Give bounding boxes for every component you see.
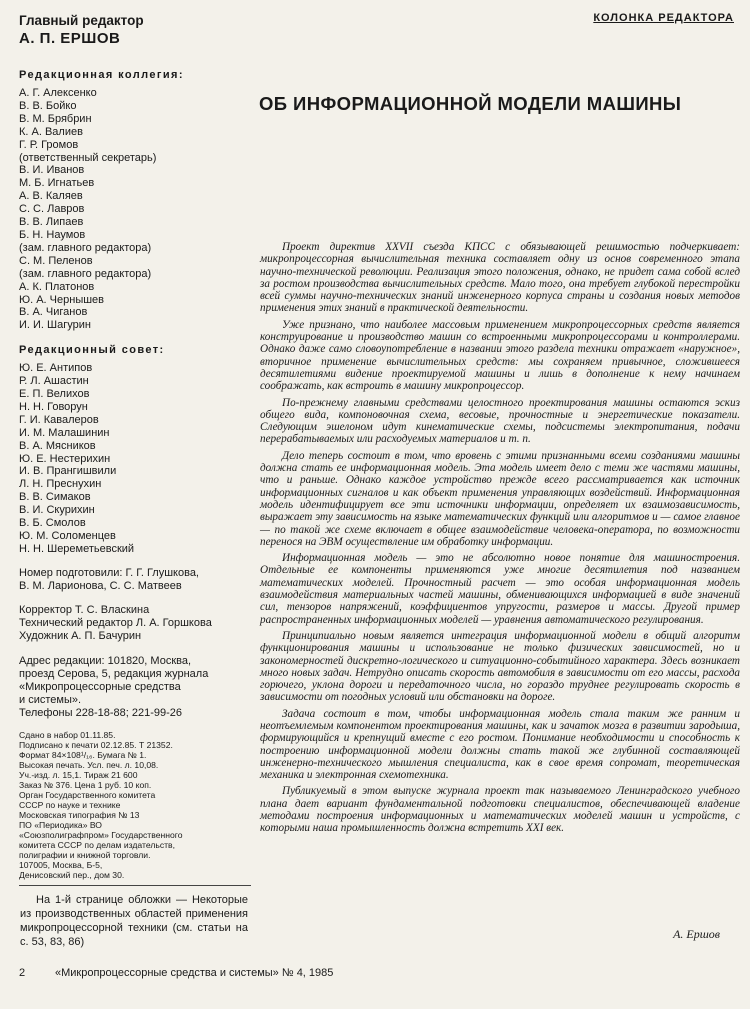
board-member: (зам. главного редактора) — [19, 267, 152, 280]
imprint-line: СССР по науке и технике — [19, 799, 121, 810]
board-member: В. В. Липаев — [19, 216, 84, 229]
article-paragraph: Проект директив XXVII съезда КПСС с обязывающей решимостью подчеркивает: микропроцессорная вычислительная техника составляет одну из основ современного этапа научно-технической революции. Реализация этого положения, однако, не придет сама собой вслед за ростом производства вычислительных средств. Мало того, она требует глубокой перестройки всей суммы научно-технических знаний инженерного корпуса страны и создания новых методов применения этих знаний в практической деятельности. — [260, 241, 740, 315]
journal-info: «Микропроцессорные средства и системы» № 4, 1985 — [55, 967, 334, 979]
board-member: Г. Р. Громов — [19, 138, 79, 151]
council-member: В. В. Симаков — [19, 491, 91, 504]
board-member: (ответственный секретарь) — [19, 151, 157, 164]
council-member: Н. Н. Шереметьевский — [19, 542, 135, 555]
cover-note: На 1-й странице обложки — Некоторые из производственных областей применения микропроцессорной техники (см. статьи на с. 53, 83, 86) — [20, 894, 248, 948]
council-member: Р. Л. Ашастин — [19, 375, 89, 388]
council-member: Ю. М. Соломенцев — [19, 530, 116, 542]
imprint-line: Сдано в набор 01.11.85. — [19, 729, 116, 740]
prepared-by-line: В. М. Ларионова, С. С. Матвеев — [19, 579, 182, 592]
council-member: Г. И. Кавалеров — [19, 413, 99, 426]
board-member: А. Г. Алексенко — [19, 87, 97, 99]
article-body — [260, 241, 740, 839]
board-title: Редакционная коллегия: — [19, 69, 184, 81]
council-member: В. И. Скурихин — [19, 504, 95, 517]
imprint-line: ПО «Периодика» ВО — [19, 819, 102, 830]
board-member: (зам. главного редактора) — [19, 241, 152, 254]
council-member: Ю. Е. Антипов — [19, 362, 93, 375]
imprint-line: Высокая печать. Усл. печ. л. 10,08. — [19, 759, 159, 770]
council-title: Редакционный совет: — [19, 344, 165, 357]
imprint-line: Подписано к печати 02.12.85. Т 21352. — [19, 739, 173, 750]
imprint-line: Уч.-изд. л. 15,1. Тираж 21 600 — [19, 769, 138, 780]
board-member: С. С. Лавров — [19, 203, 85, 216]
board-member: А. В. Каляев — [19, 190, 83, 203]
board-member: В. В. Бойко — [19, 99, 77, 112]
council-member: Н. Н. Говорун — [19, 400, 88, 413]
council-member: В. Б. Смолов — [19, 517, 86, 530]
imprint-line: 107005, Москва, Б-5, — [19, 859, 103, 870]
article-paragraph: По-прежнему главными средствами целостного проектирования машины остаются эскиз общего вида, компоновочная схема, весовые, прочностные и энергетические показатели. Следующим эшелоном идут кинематические схемы, подсистемы электропитания, подачи перерабатываемых или расходуемых материалов и т. п. — [260, 396, 740, 446]
prepared-by — [19, 567, 251, 593]
board-member: И. И. Шагурин — [19, 319, 91, 332]
board-member: С. М. Пеленов — [19, 254, 93, 267]
staff-line: Художник А. П. Бачурин — [19, 629, 142, 642]
address-line: и системы». — [19, 693, 82, 706]
article-paragraph: Информационная модель — это не абсолютно новое понятие для машиностроения. Отдельные ее компоненты применяются уже многие десятилетия под названием математических моделей. Прочностный расчет — это особая информационная модель взаимодействия материальных частей машины, обменивающихся информацией в виде значений сил, тензоров напряжений, коэффициентов упругости, размеров и массы. Другой пример распространенных информационных моделей — уравнения автоматического регулирования. — [260, 552, 740, 626]
staff-line: Технический редактор Л. А. Горшкова — [19, 616, 212, 629]
masthead — [19, 12, 251, 880]
address-line: Телефоны 228-18-88; 221-99-26 — [19, 706, 183, 719]
council-member: Л. Н. Преснухин — [19, 478, 102, 491]
article-paragraph: Принципиально новым является интеграция информационной модели в общий алгоритм функционирования машины и использование не только физических зависимостей, но и закономерностей дискретно-логического и ситуационно-событийного характера. Здесь возникает много новых задач. Нетрудно описать скорость автомобиля в зависимости от его массы, расхода горючего, уклона дороги и передаточного числа, но гораздо труднее регулировать скорость в зависимости от погодных условий или обстановки на дороге. — [260, 629, 740, 704]
board-member: М. Б. Игнатьев — [19, 177, 95, 190]
article-paragraph: Задача состоит в том, чтобы информационная модель стала таким же ранним и неотъемлемым компонентом проектирования машины, как и зачаток мозга в развитии зародыша, формирующийся и крепнущий вместе с его ростом. Понимание необходимости и способность к построению информационной модели должны стать такой же глубинной составляющей инженерно-технического мышления специалиста, как в свое время сопромат, теоретическая механика и электронная схемотехника. — [260, 707, 740, 782]
imprint-line: Формат 84×108¹/₁₆. Бумага № 1. — [19, 749, 147, 760]
article-paragraph: Публикуемый в этом выпуске журнала проект так называемого Ленинградского учебного плана дает вариант фундаментальной подготовки специалистов, обеспечивающей владение методами построения информационных и математических моделей машин и устройств, с которыми наша промышленность должна встретить XXI век. — [260, 785, 740, 835]
divider — [19, 885, 251, 886]
imprint-line: Орган Государственного комитета — [19, 789, 156, 800]
board-member: Ю. А. Чернышев — [19, 293, 105, 306]
column-label: КОЛОНКА РЕДАКТОРА — [593, 12, 734, 24]
council-member: В. А. Мясников — [19, 439, 96, 452]
imprint-line: «Союзполиграфпром» Государственного — [19, 829, 183, 840]
board-member: В. И. Иванов — [19, 164, 85, 177]
chief-editor-name: А. П. ЕРШОВ — [19, 30, 121, 47]
imprint-line: Денисовский пер., дом 30. — [19, 869, 125, 880]
imprint-line: Заказ № 376. Цена 1 руб. 10 коп. — [19, 779, 152, 790]
address-line: Адрес редакции: 101820, Москва, — [19, 654, 192, 667]
board-list — [19, 87, 251, 332]
page-footer — [19, 967, 333, 979]
article-paragraph: Дело теперь состоит в том, что вровень с этими признанными всеми созданиями машины должна стать ее информационная модель. Эта модель имеет дело с теми же частями машины, что и раньше. Однако каждое устройство прежде всего рассматривается как источник информационных сигналов и как объект применения управляющих воздействий. Информационная модель идентифицирует все эти источники информации, определяет их взаимозависимость, выражает эту зависимость на языке математических функций или алгоритмов и — самое главное — по такой же схеме включает в общее взаимодействие человека-оператора, по возможности перенося на ЭВМ осуществление им обработку информации. — [260, 449, 740, 548]
imprint — [19, 730, 251, 880]
board-member: К. А. Валиев — [19, 125, 83, 138]
imprint-line: полиграфии и книжной торговли. — [19, 849, 151, 860]
address-line: проезд Серова, 5, редакция журнала — [19, 667, 209, 680]
imprint-line: комитета СССР по делам издательств, — [19, 839, 176, 850]
article-paragraph: Уже признано, что наиболее массовым применением микропроцессорных средств является конструирование и производство машин со встроенными микропроцессорами и контроллерами. Однако даже само словоупотребление в названии этого раздела техники отражает «наружное», вторичное применение вычислительных средств: мы сохраняем привычное, сложившееся десятилетиями видение проектируемой машины и лишь в дополнение к нему начинаем соображать, как встроить в машину микропроцессор. — [260, 318, 740, 393]
board-member: В. М. Брябрин — [19, 112, 92, 125]
editorial-address — [19, 655, 251, 720]
council-member: И. В. Прангишвили — [19, 465, 117, 478]
staff-line: Корректор Т. С. Власкина — [19, 603, 150, 616]
staff — [19, 604, 251, 643]
imprint-line: Московская типография № 13 — [19, 809, 140, 820]
board-member: В. А. Чиганов — [19, 306, 88, 319]
address-line: «Микропроцессорные средства — [19, 680, 181, 693]
council-member: Ю. Е. Нестерихин — [19, 452, 111, 465]
council-member: Е. П. Велихов — [19, 388, 90, 401]
board-member: Б. Н. Наумов — [19, 228, 86, 241]
council-member: И. М. Малашинин — [19, 426, 110, 439]
page-number: 2 — [19, 967, 26, 979]
article-signature: А. Ершов — [673, 927, 720, 941]
article-title: ОБ ИНФОРМАЦИОННОЙ МОДЕЛИ МАШИНЫ — [259, 93, 682, 114]
prepared-by-line: Номер подготовили: Г. Г. Глушкова, — [19, 566, 199, 579]
council-list — [19, 362, 251, 556]
board-member: А. К. Платонов — [19, 280, 95, 293]
chief-editor-role: Главный редактор — [19, 13, 144, 28]
